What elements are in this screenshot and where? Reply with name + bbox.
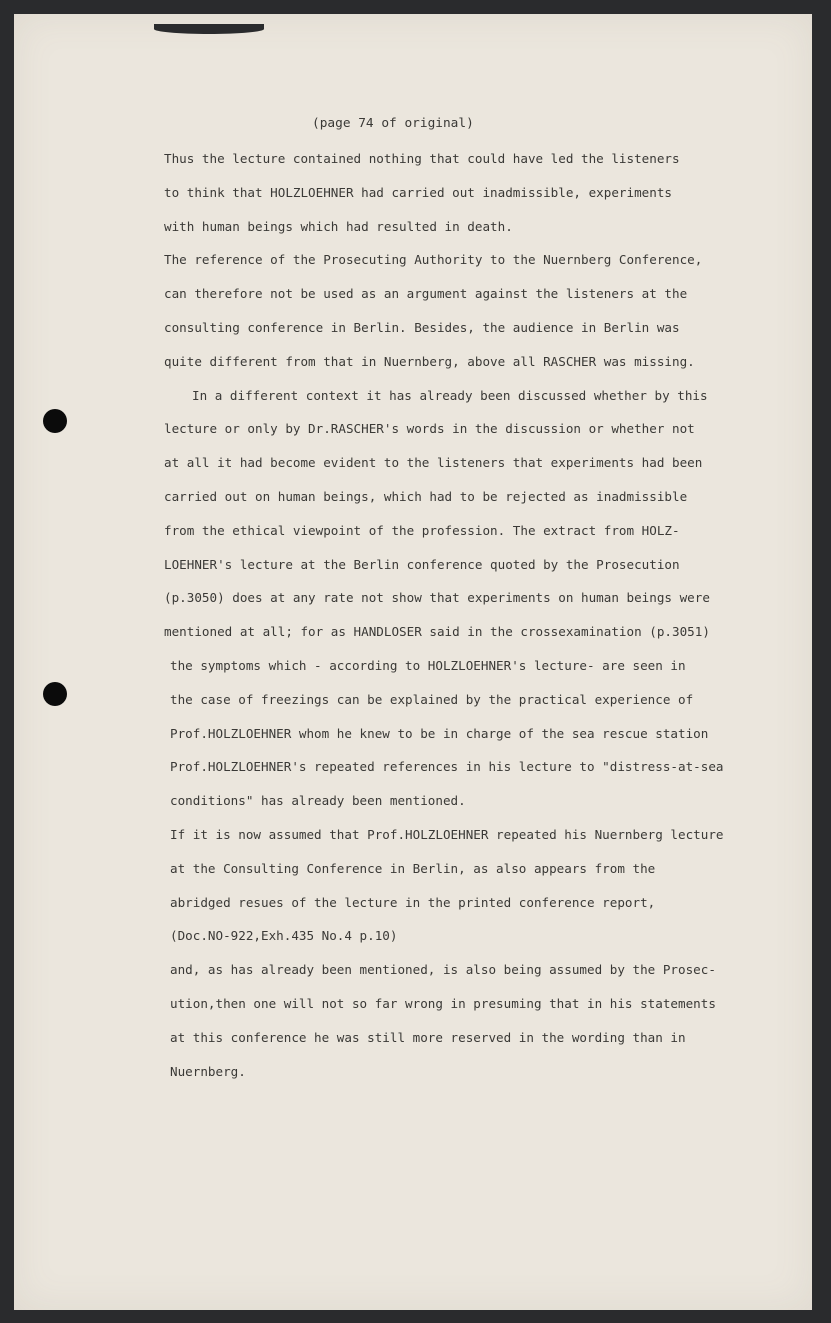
text-line: lecture or only by Dr.RASCHER's words in the discussion or whether not bbox=[164, 421, 695, 437]
text-line: If it is now assumed that Prof.HOLZLOEHNER repeated his Nuernberg lecture bbox=[170, 826, 724, 842]
text-line: the case of freezings can be explained by the practical experience of bbox=[170, 691, 694, 707]
text-line: to think that HOLZLOEHNER had carried out inadmissible, experiments bbox=[164, 184, 672, 200]
text-line: (p.3050) does at any rate not show that experiments on human beings were bbox=[164, 590, 710, 606]
text-line: consulting conference in Berlin. Besides, the audience in Berlin was bbox=[164, 319, 680, 335]
text-line: Nuernberg. bbox=[170, 1063, 246, 1079]
text-line: conditions" has already been mentioned. bbox=[170, 793, 466, 809]
text-line: In a different context it has already been discussed whether by this bbox=[192, 387, 708, 403]
text-line: Prof.HOLZLOEHNER's repeated references in his lecture to "distress-at-sea bbox=[170, 759, 724, 775]
text-line: the symptoms which - according to HOLZLOEHNER's lecture- are seen in bbox=[170, 657, 686, 673]
text-line: and, as has already been mentioned, is also being assumed by the Prosec- bbox=[170, 962, 716, 978]
text-line: abridged resues of the lecture in the printed conference report, bbox=[170, 894, 656, 910]
text-line: LOEHNER's lecture at the Berlin conference quoted by the Prosecution bbox=[164, 556, 680, 572]
text-line: at all it had become evident to the listeners that experiments had been bbox=[164, 455, 703, 471]
text-line: Thus the lecture contained nothing that could have led the listeners bbox=[164, 151, 680, 166]
paper-notch bbox=[154, 24, 264, 34]
punch-hole-top bbox=[43, 409, 67, 433]
text-line: at this conference he was still more reserved in the wording than in bbox=[170, 1029, 686, 1045]
text-line: ution,then one will not so far wrong in presuming that in his statements bbox=[170, 995, 716, 1011]
text-line: at the Consulting Conference in Berlin, as also appears from the bbox=[170, 860, 656, 876]
text-line: can therefore not be used as an argument against the listeners at the bbox=[164, 286, 688, 302]
text-line: carried out on human beings, which had to be rejected as inadmissible bbox=[164, 488, 688, 504]
page-header: (page 74 of original) bbox=[312, 116, 474, 131]
text-line: from the ethical viewpoint of the profession. The extract from HOLZ- bbox=[164, 522, 680, 538]
document-body bbox=[164, 142, 784, 1088]
text-line: with human beings which had resulted in death. bbox=[164, 218, 513, 234]
text-line: quite different from that in Nuernberg, above all RASCHER was missing. bbox=[164, 353, 695, 369]
punch-hole-bottom bbox=[43, 682, 67, 706]
text-line: mentioned at all; for as HANDLOSER said in the crossexamination (p.3051) bbox=[164, 624, 710, 640]
text-line: (Doc.NO-922,Exh.435 No.4 p.10) bbox=[170, 928, 398, 944]
text-line: The reference of the Prosecuting Authority to the Nuernberg Conference, bbox=[164, 252, 703, 268]
text-line: Prof.HOLZLOEHNER whom he knew to be in charge of the sea rescue station bbox=[170, 725, 709, 741]
